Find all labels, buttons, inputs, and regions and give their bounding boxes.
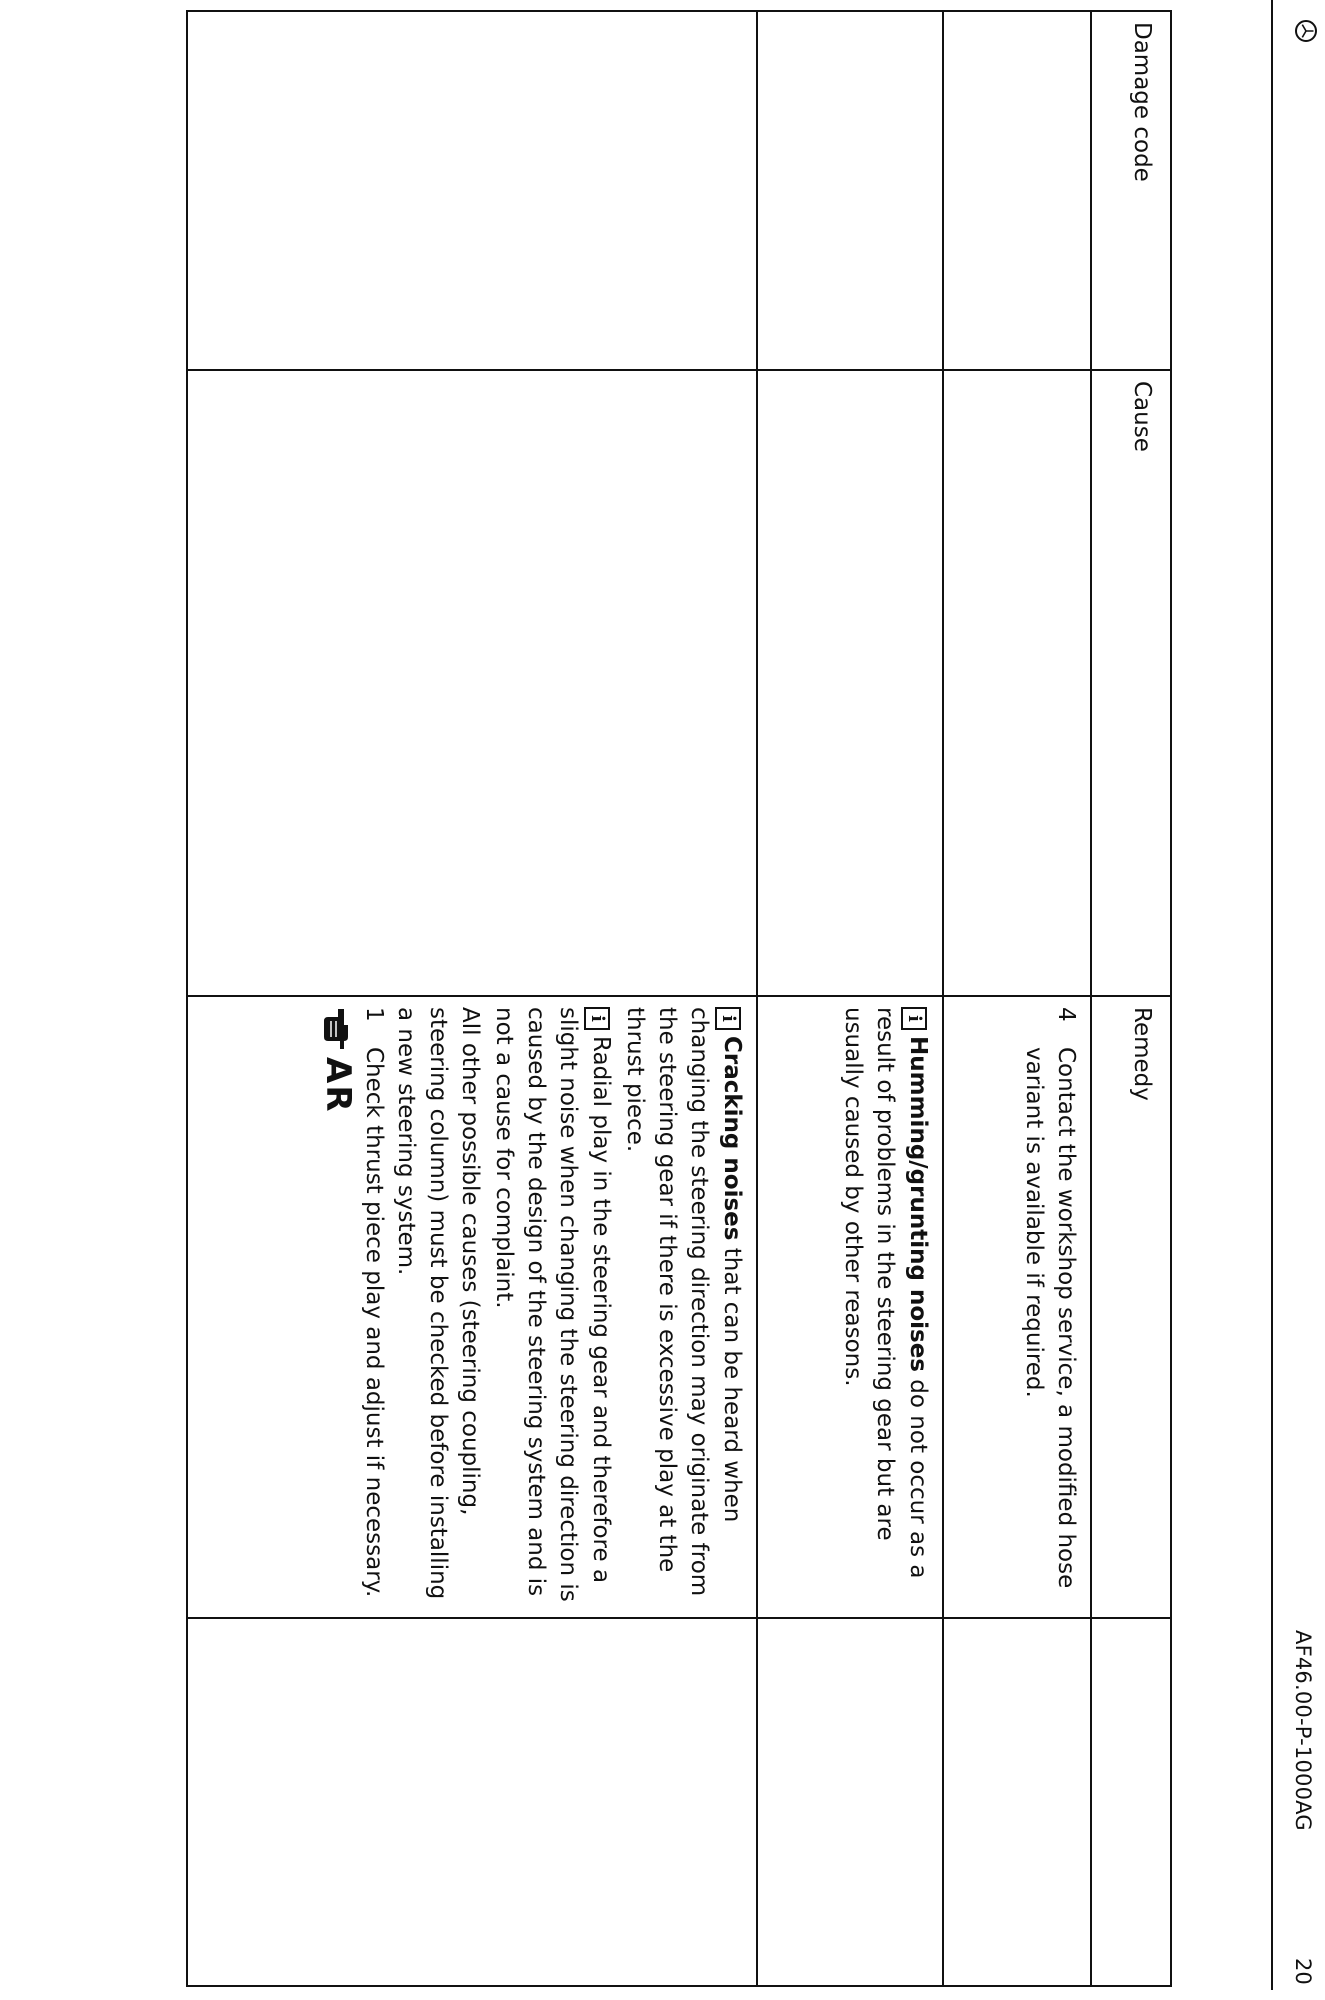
extra-cell — [187, 1618, 757, 1986]
column-header-remedy: Remedy — [1091, 996, 1171, 1618]
info-note — [837, 1007, 934, 1607]
extra-cell — [943, 1618, 1091, 1986]
mercedes-star-icon — [1295, 20, 1317, 42]
remedy-step — [1018, 1007, 1082, 1607]
cause-cell — [943, 370, 1091, 996]
ar-reference — [318, 1007, 358, 1607]
damage-code-cell — [187, 11, 757, 370]
info-note — [619, 1007, 748, 1607]
note-text: Radial play in the steering gear and therefore a slight noise when changing the steering direction is caused by the design of the steering system and is not a cause for complaint. — [491, 1007, 614, 1602]
info-icon: i — [715, 1007, 741, 1030]
column-header-cause: Cause — [1091, 370, 1171, 996]
note-bold-text: Cracking noises — [719, 1036, 745, 1241]
remedy-cell — [757, 996, 943, 1618]
table-row — [757, 11, 943, 1986]
remedy-cell — [943, 996, 1091, 1618]
step-number: 1 — [361, 1007, 387, 1022]
damage-code-cell — [943, 11, 1091, 370]
page-header — [1265, 0, 1325, 2000]
note-text: do not occur as a result of problems in the steering gear but are usually caused by other reasons. — [840, 1007, 931, 1579]
column-header-damage-code: Damage code — [1091, 11, 1171, 370]
info-note — [488, 1007, 617, 1607]
note-text: that can be heard when changing the steering direction may originate from the steering gear if there is excessive play at the thrust piece. — [622, 1007, 745, 1597]
ar-label: AR — [318, 1057, 358, 1114]
remedy-paragraph: All other possible causes (steering coupling, steering column) must be checked before installing a new steering system. — [393, 1007, 483, 1600]
step-text: Contact the workshop service, a modified hose variant is available if required. — [1021, 1047, 1079, 1589]
info-icon: i — [901, 1007, 927, 1030]
column-header-empty — [1091, 1618, 1171, 1986]
step-number: 4 — [1053, 1007, 1079, 1022]
table-header-row — [1091, 11, 1171, 1986]
remedy-cell — [187, 996, 757, 1618]
extra-cell — [757, 1618, 943, 1986]
remedy-step — [358, 1007, 390, 1607]
pointing-hand-icon — [322, 1007, 354, 1051]
damage-table — [186, 10, 1172, 1987]
page-number: 20 — [1291, 1958, 1315, 1985]
note-bold-text: Humming/grunting noises — [905, 1036, 931, 1372]
document-id: AF46.00-P-1000AG — [1291, 1630, 1315, 1831]
info-icon: i — [584, 1007, 610, 1030]
cause-cell — [187, 370, 757, 996]
step-text: Check thrust piece play and adjust if necessary. — [361, 1047, 387, 1598]
damage-code-cell — [757, 11, 943, 370]
cause-cell — [757, 370, 943, 996]
table-row — [943, 11, 1091, 1986]
table-row — [187, 11, 757, 1986]
header-divider — [1271, 0, 1273, 1990]
